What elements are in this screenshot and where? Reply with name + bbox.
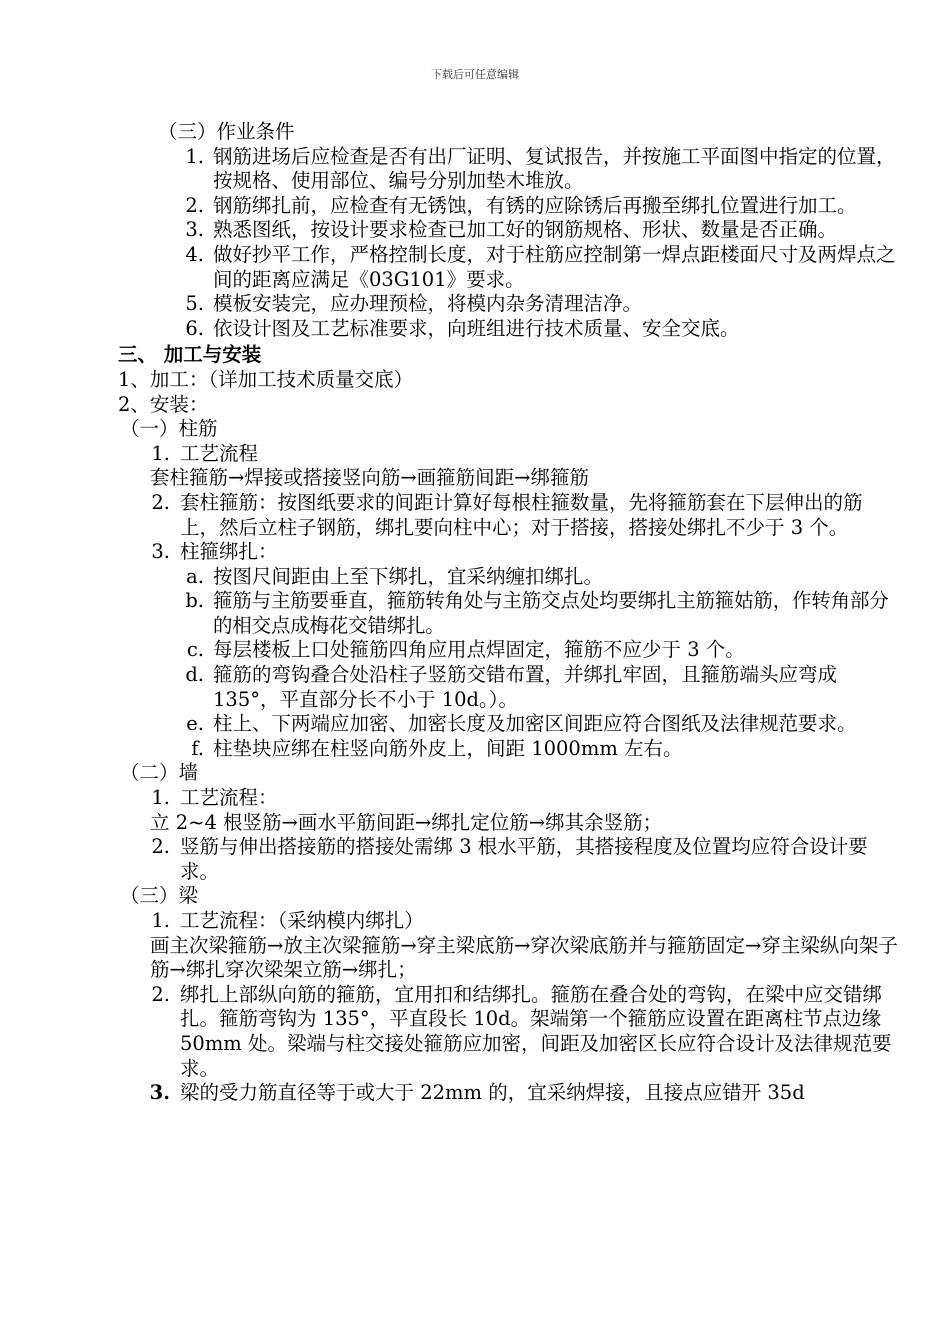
sub-list-item [118, 589, 898, 638]
sub-list-item [118, 565, 898, 590]
section-three-heading: 三、 加工与安装 [118, 343, 262, 367]
list-item [118, 194, 898, 219]
list-number: 2. [151, 490, 170, 514]
list-number: 1. [185, 144, 204, 168]
installation-line: 2、安装： [118, 392, 209, 416]
section-conditions-title: （三）作业条件 [158, 120, 295, 143]
sub-list-text: 按图尺间距由上至下绑扎，宜采纳缠扣绑扎。 [213, 564, 604, 588]
wall-flow: 立 2~4 根竖筋→画水平筋间距→绑扎定位筋→绑其余竖筋； [150, 810, 663, 834]
list-item [118, 786, 898, 811]
column-flow: 套柱箍筋→焊接或搭接竖向筋→画箍筋间距→绑箍筋 [150, 466, 590, 490]
sub-list-text: 每层楼板上口处箍筋四角应用点焊固定，箍筋不应少于 3 个。 [213, 638, 745, 662]
list-text: 模板安装完，应办理预检，将模内杂务清理洁净。 [213, 292, 643, 316]
beam-flow [118, 934, 898, 983]
list-text: 钢筋进场后应检查是否有出厂证明、复试报告，并按施工平面图中指定的位置，按规格、使用部位、编号分别加垫木堆放。 [213, 144, 896, 193]
list-item [118, 983, 898, 1081]
list-text: 工艺流程 [180, 441, 259, 465]
list-text: 梁的受力筋直径等于或大于 22mm 的，宜采纳焊接，且接点应错开 35d [180, 1081, 805, 1105]
list-number: 5. [185, 292, 204, 316]
list-number: 3. [185, 218, 204, 242]
page-header: 下载后可任意编辑 [431, 68, 519, 81]
list-number: 6. [185, 316, 204, 340]
sub-list-text: 柱垫块应绑在柱竖向筋外皮上，间距 1000mm 左右。 [213, 736, 683, 760]
list-number: 1. [151, 441, 170, 465]
list-text: 柱箍绑扎： [180, 540, 278, 564]
list-text: 依设计图及工艺标准要求，向班组进行技术质量、安全交底。 [213, 316, 740, 340]
list-number: 3. [149, 1081, 170, 1105]
list-number: 3. [151, 540, 170, 564]
list-item [118, 317, 898, 342]
list-number: 2. [185, 193, 204, 217]
sub-list-letter: e. [186, 712, 204, 736]
wall-title: （二）墙 [120, 761, 199, 785]
list-item [118, 909, 898, 934]
sub-list-item [118, 638, 898, 663]
beam-flow-text: 画主次梁箍筋→放主次梁箍筋→穿主梁底筋→穿次梁底筋并与箍筋固定→穿主梁纵向架子筋→绑扎穿次梁架立筋→绑扎； [150, 933, 898, 982]
sub-list-letter: f. [191, 736, 204, 760]
beam-title: （三）梁 [120, 884, 199, 908]
sub-list-letter: b. [185, 589, 204, 613]
sub-list-letter: c. [186, 638, 204, 662]
list-number: 2. [151, 982, 170, 1006]
column-title: （一）柱筋 [120, 417, 218, 441]
list-item [118, 1081, 898, 1106]
list-text: 工艺流程：（采纳模内绑扎） [180, 909, 424, 932]
sub-list-letter: a. [186, 564, 204, 588]
list-item [118, 243, 898, 292]
sub-list-item [118, 663, 898, 712]
list-number: 2. [151, 835, 170, 859]
list-item [118, 835, 898, 884]
list-text: 熟悉图纸，按设计要求检查已加工好的钢筋规格、形状、数量是否正确。 [213, 218, 838, 242]
list-item [118, 218, 898, 243]
list-item [118, 442, 898, 467]
list-text: 套柱箍筋：按图纸要求的间距计算好每根柱箍数量，先将箍筋套在下层伸出的筋上，然后立柱子钢筋，绑扎要向柱中心；对于搭接，搭接处绑扎不少于 3 个。 [180, 490, 863, 539]
list-number: 4. [185, 242, 204, 266]
sub-list-letter: d. [185, 663, 204, 687]
list-number: 1. [151, 909, 170, 932]
sub-list-text: 柱上、下两端应加密、加密长度及加密区间距应符合图纸及法律规范要求。 [213, 712, 857, 736]
document-body [118, 120, 898, 1106]
list-item [118, 540, 898, 565]
list-text: 钢筋绑扎前，应检查有无锈蚀，有锈的应除锈后再搬至绑扎位置进行加工。 [213, 193, 857, 217]
list-item [118, 145, 898, 194]
sub-list-item [118, 737, 898, 762]
list-text: 绑扎上部纵向筋的箍筋，宜用扣和结绑扎。箍筋在叠合处的弯钩，在梁中应交错绑扎。箍筋弯钩为 135°，平直段长 10d。架端第一个箍筋应设置在距离柱节点边缘 50mm 处。梁端与柱交接处箍筋应加密，间距及加密区长应符合设计及法律规范要求。 [180, 982, 892, 1080]
list-item [118, 292, 898, 317]
list-text: 工艺流程： [180, 786, 278, 810]
list-number: 1. [151, 786, 170, 810]
list-item [118, 491, 898, 540]
sub-list-text: 箍筋与主筋要垂直，箍筋转角处与主筋交点处均要绑扎主筋箍姑筋，作转角部分的相交点成梅花交错绑扎。 [213, 589, 889, 637]
sub-list-item [118, 712, 898, 737]
list-text: 做好抄平工作，严格控制长度，对于柱筋应控制第一焊点距楼面尺寸及两焊点之间的距离应满足《03G101》要求。 [213, 242, 896, 291]
sub-list-text: 箍筋的弯钩叠合处沿柱子竖筋交错布置，并绑扎牢固，且箍筋端头应弯成 135°，平直部分长不小于 10d。）。 [213, 663, 838, 711]
processing-line: 1、加工：（详加工技术质量交底） [118, 367, 414, 391]
list-text: 竖筋与伸出搭接筋的搭接处需绑 3 根水平筋，其搭接程度及位置均应符合设计要求。 [180, 835, 868, 883]
